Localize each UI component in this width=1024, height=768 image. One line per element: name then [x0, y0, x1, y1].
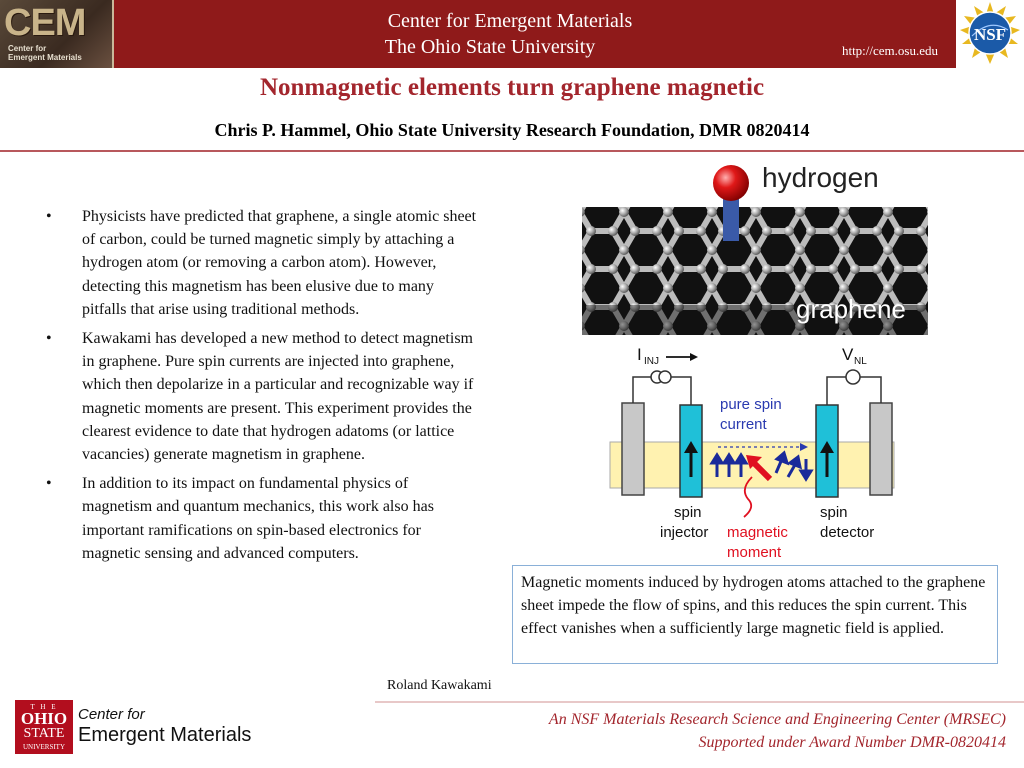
- magnetic-moment-label: magnetic: [727, 524, 788, 541]
- v-nl-label: V: [842, 345, 854, 364]
- spin-injector-label: spin: [674, 504, 702, 521]
- bullet-item: • In addition to its impact on fundamental physics of magnetism and quantum mechanics, this work also has important ramifications on spin-based electronics for magnetic sensing and advanced computers.: [40, 472, 480, 565]
- figure-caption: Magnetic moments induced by hydrogen atoms attached to the graphene sheet impede the flow of spins, and this reduces the spin current. This effect vanishes when a sufficiently large magnetic field is applied.: [512, 565, 998, 664]
- bullet-item: • Kawakami has developed a new method to detect magnetism in graphene. Pure spin currents are injected into graphene, which then depolarize in a particular and recognizable way if magnetic moments are present. This experiment provides the clearest evidence to date that hydrogen adatoms (or lattice vacancies) generate magnetism in graphene.: [40, 327, 480, 466]
- bullet-item: • Physicists have predicted that graphene, a single atomic sheet of carbon, could be turned magnetic simply by attaching a hydrogen atom (or removing a carbon atom). However, detecting this magnetism has been elusive due to many pitfalls that arise using traditional methods.: [40, 205, 480, 321]
- cem-logo-subtitle: Center for Emergent Materials: [8, 44, 82, 62]
- v-nl-subscript: NL: [854, 356, 867, 367]
- osu-cem-logo: [12, 694, 272, 758]
- bullet-list: [40, 205, 480, 571]
- spin-device-diagram: [610, 345, 894, 561]
- slide-subtitle: Chris P. Hammel, Ohio State University Research Foundation, DMR 0820414: [214, 120, 810, 140]
- nsf-logo-text: NSF: [973, 25, 1007, 44]
- hydrogen-bond: [723, 195, 739, 241]
- graphene-label: graphene: [796, 294, 906, 324]
- nsf-logo: [956, 0, 1024, 68]
- pure-spin-label-2: current: [720, 416, 767, 433]
- divider-bottom: [375, 701, 1024, 703]
- nsf-seal-icon: [956, 0, 1024, 68]
- reference-electrode-right: [870, 403, 892, 495]
- header-url-link[interactable]: http://cem.osu.edu: [841, 43, 938, 58]
- magnetic-moment-label-2: moment: [727, 544, 782, 561]
- spin-detector-label: spin: [820, 504, 848, 521]
- hydrogen-atom: [713, 165, 749, 201]
- image-credit: Roland Kawakami: [387, 678, 492, 693]
- i-inj-subscript: INJ: [644, 356, 659, 367]
- header-title-line2: The Ohio State University: [384, 36, 596, 58]
- graphene-figure: [580, 155, 930, 565]
- cem-footer-wordmark: Center for Emergent Materials: [78, 706, 252, 746]
- slide-title: Nonmagnetic elements turn graphene magnetic: [259, 74, 765, 101]
- reference-electrode-left: [622, 403, 644, 495]
- footer-mrsec-line: An NSF Materials Research Science and Engineering Center (MRSEC): [548, 711, 1006, 728]
- osu-logo-block: T H E OHIO STATE UNIVERSITY: [15, 700, 73, 754]
- header-title-line1: Center for Emergent Materials: [387, 10, 633, 32]
- divider-top: [0, 150, 1024, 152]
- figure-svg: [580, 155, 930, 565]
- cem-logo-text: CEM: [4, 2, 86, 44]
- header-bar: [0, 0, 1024, 68]
- hydrogen-label: hydrogen: [762, 162, 879, 193]
- i-inj-label: I: [637, 345, 642, 364]
- header-title: [320, 8, 700, 60]
- pure-spin-label: pure spin: [720, 396, 782, 413]
- spin-detector-label-2: detector: [820, 524, 875, 541]
- cem-logo: [0, 0, 114, 68]
- footer-award-line: Supported under Award Number DMR-0820414: [698, 734, 1006, 751]
- spin-injector-label-2: injector: [660, 524, 709, 541]
